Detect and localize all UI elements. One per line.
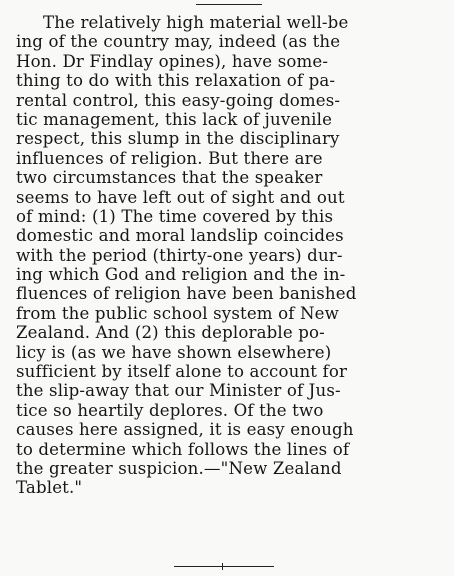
article-line: to determine which follows the lines of bbox=[16, 439, 350, 459]
article-line: licy is (as we have shown elsewhere) bbox=[16, 342, 332, 362]
article-line: of mind: (1) The time covered by this bbox=[16, 206, 334, 226]
article-line: respect, this slump in the disciplinary bbox=[16, 129, 340, 149]
article-line: Zealand. And (2) this deplorable po- bbox=[16, 323, 325, 343]
article-line: thing to do with this relaxation of pa- bbox=[16, 71, 336, 91]
article-line: influences of religion. But there are bbox=[16, 148, 323, 168]
article-line: sufficient by itself alone to account for bbox=[16, 362, 348, 382]
article-line: The relatively high material well-be bbox=[43, 13, 349, 32]
article-line: ing which God and religion and the in- bbox=[16, 265, 346, 285]
bottom-divider-rule bbox=[174, 566, 274, 567]
article-line: fluences of religion have been banished bbox=[16, 284, 357, 304]
article-line: domestic and moral landslip coincides bbox=[16, 226, 344, 246]
article-body bbox=[16, 13, 452, 498]
article-line: Hon. Dr Findlay opines), have some- bbox=[16, 51, 329, 71]
article-line: the greater suspicion.—"New Zealand bbox=[16, 458, 342, 478]
top-divider-rule bbox=[196, 4, 262, 5]
article-line: tice so heartily deplores. Of the two bbox=[16, 400, 324, 420]
article-line: causes here assigned, it is easy enough bbox=[16, 420, 354, 440]
article-line: rental control, this easy-going domes- bbox=[16, 90, 341, 110]
article-line: two circumstances that the speaker bbox=[16, 168, 323, 188]
article-line: from the public school system of New bbox=[16, 303, 339, 323]
divider-ornament bbox=[222, 563, 223, 570]
article-line: the slip-away that our Minister of Jus- bbox=[16, 381, 341, 401]
article-line: seems to have left out of sight and out bbox=[16, 187, 345, 207]
article-line: with the period (thirty-one years) dur- bbox=[16, 245, 343, 265]
article-line: ing of the country may, indeed (as the bbox=[16, 32, 341, 52]
article-line: Tablet." bbox=[16, 478, 83, 498]
article-line: tic management, this lack of juvenile bbox=[16, 109, 333, 129]
